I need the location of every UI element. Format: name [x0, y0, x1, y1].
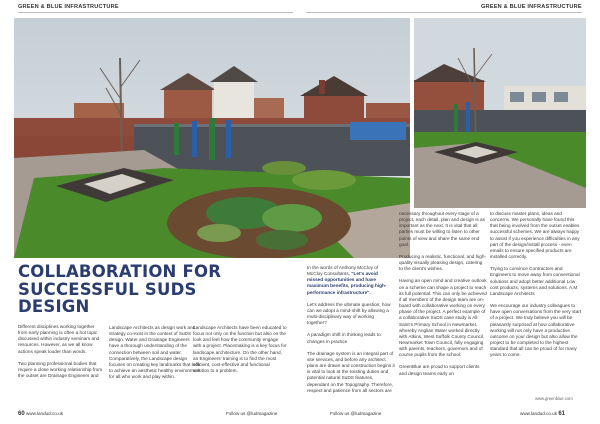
- header-divider-right: [306, 12, 582, 13]
- text-column-1: [18, 324, 104, 385]
- header-divider-left: [18, 12, 293, 13]
- paragraph: The drainage system is an integral part of site services, and before any architect plans are drawn and construction begins it is vital to look at the existing duties and potential natural SuDS features, dependant on the Topography. Therefore, respect and patience from all sectors are: [307, 350, 395, 393]
- text-column-2: [109, 325, 201, 386]
- text-column-3: [193, 325, 287, 380]
- paragraph: Trying to convince Contractors and Engineers to move away from conventional solutions and adopt better additional Low cost products, systems and solutions. A.M Landscape Architects: [490, 266, 580, 296]
- text-column-4: [307, 265, 395, 400]
- section-label-left: GREEN & BLUE INFRASTRUCTURE: [18, 4, 119, 10]
- website-link[interactable]: www.greenblue.com: [535, 396, 573, 401]
- footer-site-left[interactable]: www.landud.co.uk: [25, 411, 63, 416]
- paragraph: We encourage our industry colleagues to have open conversations from the very start of a project. We truly believe you will be pleasantly surprised at how collaborative working will not only have a productive outcome on your design but also allow the project to be completed to the highest standard that all can be proud of for many years to come.: [490, 303, 582, 358]
- quote-intro: In the words of Anthony McCloy of McCloy Consultants,: [307, 265, 379, 277]
- section-label-right: GREEN & BLUE INFRASTRUCTURE: [481, 4, 582, 10]
- footer-left: [18, 411, 63, 417]
- pull-quote: "Let's avoid missed opportunities and have maximum benefits, producing high-performance infrastructure".: [307, 271, 387, 295]
- footer-social-left: Follow us @ludmagazine: [226, 411, 278, 416]
- footer-right: [520, 411, 565, 417]
- article-headline: [18, 263, 258, 316]
- paragraph: Having an open mind and creative outlook on a scheme can shape a project to reach its full potential. This can only be achieved if all members of the design team are on-board with collaborative working on every phase of the project. A perfect example of a collaborative SuDS case study is All Saint's Primary School in Newmarket, whereby Anglian Water worked directly with Atkins, West Suffolk County Council, Newmarket Town Council, fully engaging with parents, teachers, governors and of course pupils from the school.: [399, 278, 487, 358]
- paragraph: Producing a realistic, functional, and high-quality visually pleasing design, catering to the client's wishes.: [399, 253, 487, 272]
- side-photo-tree-pit: [414, 18, 586, 208]
- page-number-left: 60: [18, 411, 25, 417]
- headline-line-2: SUCCESSFUL SUDS: [18, 279, 197, 299]
- paragraph: to discuss master plans, ideas and concerns. We personally have found this that being involved from the outset enables successful schemes. We are always happy to assist if you experience difficulties in any part of the design/install process - even emails to ensure specified products are installed correctly.: [490, 211, 580, 260]
- headline-line-1: COLLABORATION FOR: [18, 262, 222, 281]
- text-column-5: [399, 211, 487, 383]
- text-column-6: [490, 211, 582, 364]
- page-number-right: 61: [558, 411, 565, 417]
- headline-line-3: DESIGN: [18, 297, 90, 316]
- paragraph: Landscape Architects have been educated to focus not only on the function but also on the look and feel how the community engage with a project. Placemaking is a key focus for landscape architecture. On the other hand, an Engineers' training is to find the most efficient, cost-effective and functional solution to a problem.: [193, 325, 287, 374]
- paragraph: [307, 265, 395, 296]
- paragraph: Different disciplines working together from early planning is often a hot topic discussed within industry seminars and resources. However, as we all know actions speak louder than words.: [18, 324, 100, 354]
- footer-social-right: Follow us @ludmagazine: [330, 411, 382, 416]
- paragraph: GreenBlue are proud to support clients and design teams early on: [399, 364, 480, 376]
- paragraph: Let's address the ultimate question; how can we adopt a mind-shift by allowing a multi-disciplinary way of working together?: [307, 301, 391, 326]
- paragraph: A paradigm shift in thinking leads to changes in practice: [307, 332, 381, 344]
- paragraph: Two planning professional bodies that require a close working relationship from the outset are Drainage Engineers and: [18, 360, 103, 379]
- main-photo-suds-garden: [14, 18, 410, 258]
- paragraph: necessary throughout every stage of a project, each detail, plan and design is as important as the next. It is vital that all parties must be willing to listen to other points of view and share the same end goal.: [399, 211, 485, 247]
- footer-site-right[interactable]: www.landud.co.uk: [520, 411, 558, 416]
- paragraph: Landscape Architects as design work and strategy co-exist in the context of SuDS design. Water and Drainage Engineers have a thorough understanding of the connection between soil and water. Comparatively, the Landscape design focuses on creating key landmarks that look to achieve an aesthetic healthy environment for all who work and play within.: [109, 325, 201, 380]
